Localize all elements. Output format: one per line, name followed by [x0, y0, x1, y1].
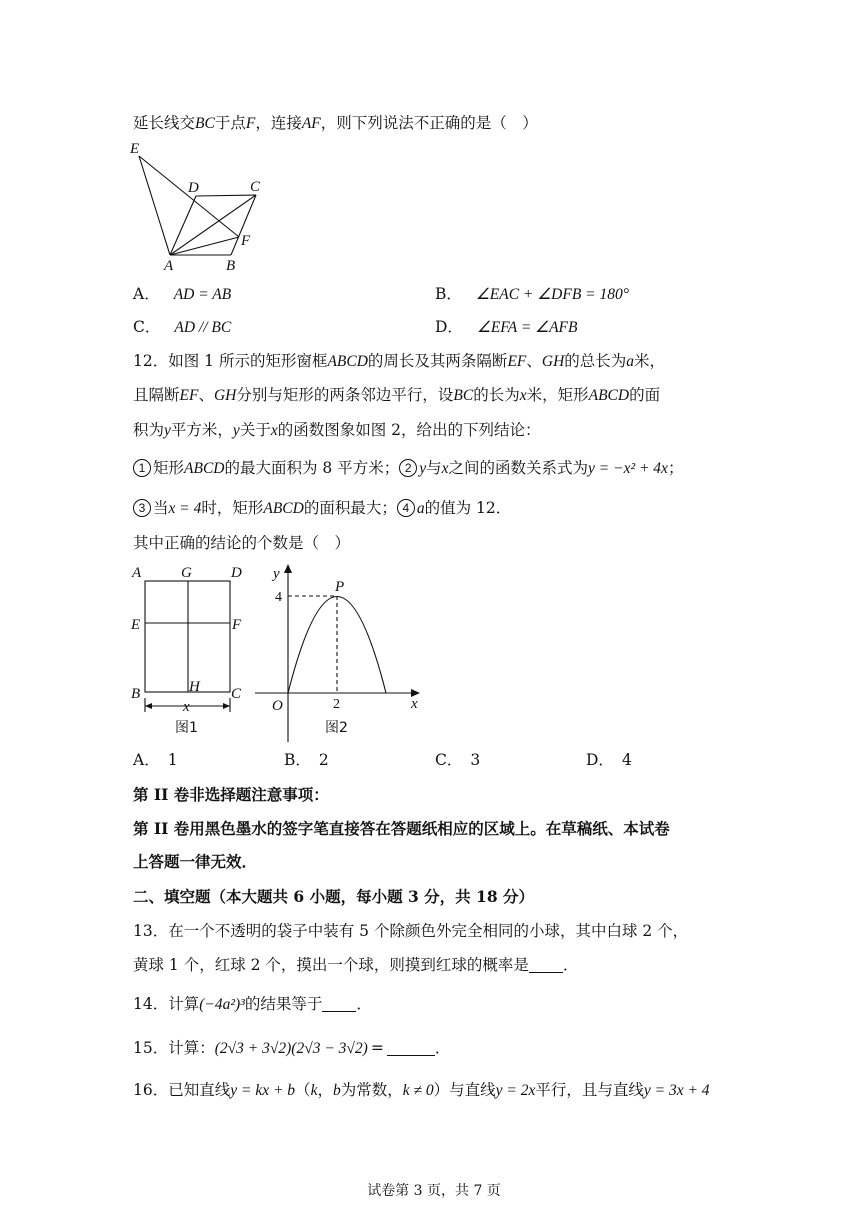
q12-option-a[interactable]: A． 1: [133, 751, 178, 769]
q12-line-4: 1 矩形ABCD的最大面积为 8 平方米； 2 y与x之间的函数关系式为y = −x² + 4x；: [133, 457, 683, 480]
section-heading: 二、填空题（本大题共 6 小题，每小题 3 分，共 18 分）: [133, 887, 535, 906]
seg-af: [170, 237, 239, 255]
q13-line-1: 13．在一个不透明的袋子中装有 5 个除颜色外完全相同的小球，其中白球 2 个，: [133, 922, 689, 940]
q12-line-1: 12．如图 1 所示的矩形窗框ABCD的周长及其两条隔断EF、GH的总长为a米，: [133, 352, 666, 370]
label-y: y: [273, 566, 280, 582]
seg-ea: [139, 156, 170, 255]
q11-option-a[interactable]: A． AD = AB: [133, 285, 232, 303]
label-a: A: [132, 565, 142, 581]
label-e: E: [130, 141, 140, 157]
label-h: H: [189, 679, 200, 695]
q12-option-d[interactable]: D． 4: [586, 751, 632, 769]
notice-title: 第 II 卷非选择题注意事项：: [133, 785, 329, 804]
q12-figure-1: [125, 560, 255, 745]
circled-number-4: 4: [397, 499, 415, 517]
circled-number-1: 1: [133, 459, 151, 477]
label-b: B: [131, 686, 141, 702]
q12-figure-2: [255, 560, 435, 745]
dim-arrow-left: [145, 703, 152, 709]
q12-option-c[interactable]: C． 3: [435, 751, 481, 769]
seg-dc: [196, 195, 256, 196]
seg-bc: BC: [195, 115, 215, 132]
label-f: F: [241, 233, 251, 249]
page-footer: 试卷第 3 页，共 7 页: [367, 1183, 501, 1199]
q14: 14．计算(−4a²)³的结果等于 ．: [133, 995, 372, 1013]
label-g: G: [181, 565, 192, 581]
notice-line-1: 第 II 卷用黑色墨水的签字笔直接答在答题纸相应的区域上。在草稿纸、本试卷: [133, 819, 670, 838]
q12-line-6: 其中正确的结论的个数是（ ）: [133, 534, 351, 552]
label-x: x: [183, 699, 190, 715]
expression: (−4a²)³: [199, 996, 245, 1013]
label-two: 2: [333, 697, 340, 712]
y-axis-arrow: [284, 564, 292, 573]
q11-option-b[interactable]: B． ∠EAC + ∠DFB = 180°: [435, 285, 629, 303]
q11-figure: [125, 138, 275, 278]
label-f: F: [232, 617, 242, 633]
label-four: 4: [275, 590, 282, 605]
q11-option-c[interactable]: C． AD // BC: [133, 318, 232, 336]
label-c: C: [231, 686, 242, 702]
q13-line-2: 黄球 1 个，红球 2 个，摸出一个球，则摸到红球的概率是 ．: [133, 956, 579, 974]
label-c: C: [250, 179, 261, 195]
answer-blank[interactable]: [529, 956, 563, 973]
caption-fig1: 图1: [175, 720, 198, 736]
label-e: E: [131, 617, 141, 633]
label-a: A: [164, 258, 174, 274]
q12-line-3: 积为y平方米，y关于x的函数图象如图 2，给出的下列结论：: [133, 421, 541, 439]
expression-2: (2√3 − 3√2): [291, 1040, 368, 1057]
circled-number-3: 3: [133, 499, 151, 517]
label-x: x: [411, 696, 418, 712]
label-d: D: [231, 565, 242, 581]
q12-line-5: 3 当x = 4时，矩形ABCD的面积最大； 4 a的值为 12．: [133, 497, 511, 520]
expression-1: (2√3 + 3√2): [214, 1040, 292, 1057]
q12-option-b[interactable]: B． 2: [284, 751, 329, 769]
answer-blank[interactable]: [387, 1039, 435, 1056]
label-p: P: [335, 579, 345, 595]
label-b: B: [226, 258, 236, 274]
notice-line-2: 上答题一律无效．: [133, 852, 258, 871]
q11-stem: 延长线交BC于点F，连接AF，则下列说法不正确的是（ ）: [133, 114, 538, 132]
caption-fig2: 图2: [325, 720, 348, 736]
label-origin: O: [272, 698, 283, 714]
q16: 16．已知直线y = kx + b（k，b为常数，k ≠ 0）与直线y = 2x平行，且与直线y = 3x + 4: [133, 1081, 710, 1099]
label-d: D: [188, 180, 199, 196]
circled-number-2: 2: [399, 459, 417, 477]
answer-blank[interactable]: [322, 995, 356, 1012]
q12-line-2: 且隔断EF、GH分别与矩形的两条邻边平行，设BC的长为x米，矩形ABCD的面: [133, 386, 661, 404]
q11-option-d[interactable]: D． ∠EFA = ∠AFB: [435, 318, 578, 336]
seg-ef: [139, 156, 239, 237]
q15: 15．计算：(2√3 + 3√2)(2√3 − 3√2) = ．: [133, 1039, 451, 1057]
formula: y = −x² + 4x: [588, 460, 668, 477]
dim-arrow-right: [223, 703, 230, 709]
